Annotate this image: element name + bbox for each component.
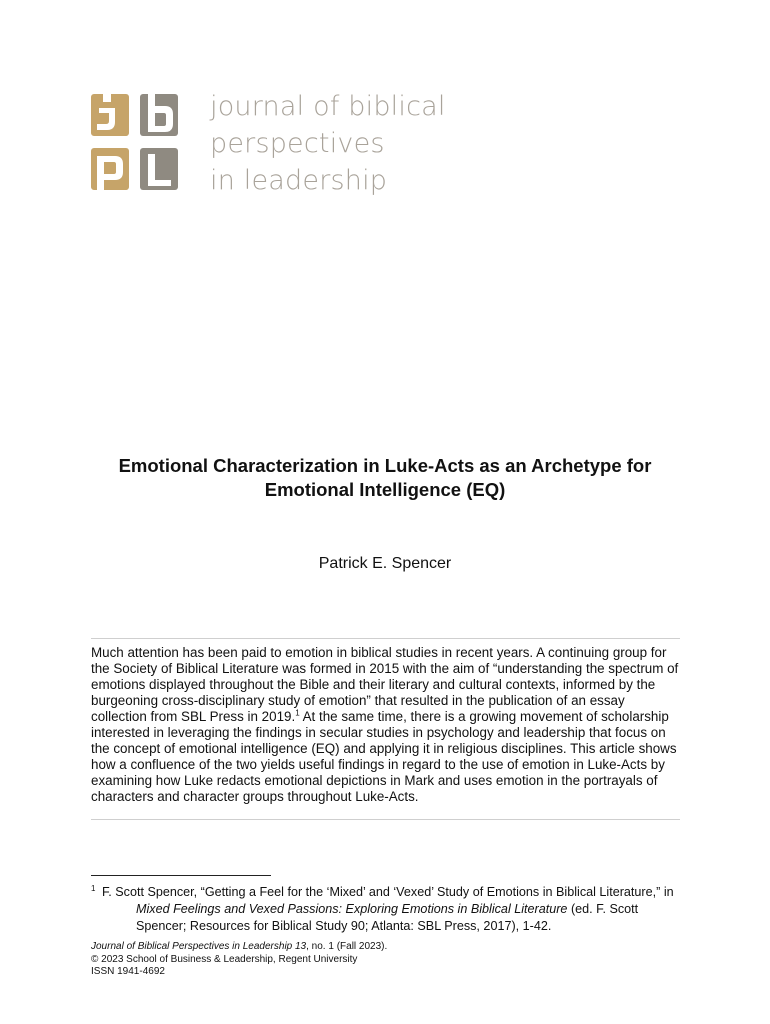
footnote-line1 <box>91 884 683 901</box>
abstract <box>91 645 683 805</box>
logo-glyph-j-icon <box>91 94 129 136</box>
journal-name: Journal of Biblical Perspectives in Leadership 13 <box>91 941 307 952</box>
abstract-paragraph <box>91 645 683 805</box>
footnote-after-title: (ed. F. Scott <box>567 902 639 916</box>
abstract-text-part2: At the same time, there is a growing movement of scholarship interested in leveraging the findings in secular studies in psychology and leadership that focus on the concept of emotional intelligence (EQ) and applying it in religious disciplines. This article shows how a confluence of the two yields useful findings in regard to the use of emotion in Luke-Acts by examining how Luke redacts emotional depictions in Mark and uses emotion in the portrayals of characters and character groups throughout Luke-Acts. <box>91 709 677 804</box>
footnote <box>91 884 683 935</box>
logo-tile-j <box>91 94 129 136</box>
footnote-line3: Spencer; Resources for Biblical Study 90; Atlanta: SBL Press, 2017), 1-42. <box>136 919 552 933</box>
logo-text-line3: in leadership <box>210 165 388 196</box>
journal-citation <box>91 941 387 954</box>
logo-wordmark <box>210 88 446 199</box>
journal-issn: ISSN 1941-4692 <box>91 966 165 977</box>
abstract-top-rule <box>91 638 680 639</box>
footnote-text-line1: F. Scott Spencer, “Getting a Feel for the ‘Mixed’ and ‘Vexed’ Study of Emotions in Biblical Literature,” in <box>101 885 674 899</box>
footnote-separator <box>91 875 271 876</box>
article-title-line1: Emotional Characterization in Luke-Acts as an Archetype for <box>118 455 652 476</box>
logo-glyph-p-icon <box>91 148 129 190</box>
logo-tile-b <box>140 94 178 136</box>
footnote-book-title: Mixed Feelings and Vexed Passions: Exploring Emotions in Biblical Literature <box>136 902 568 916</box>
logo-glyph-l-icon <box>140 148 178 190</box>
logo-glyph-b-icon <box>140 94 178 136</box>
article-author: Patrick E. Spencer <box>318 555 452 572</box>
logo-text-line2: perspectives <box>210 128 385 159</box>
footnote-number: 1 <box>91 883 96 893</box>
logo-text-line1: journal of biblical <box>210 91 446 122</box>
article-title <box>70 454 700 502</box>
journal-logo <box>91 91 446 204</box>
journal-info <box>91 941 387 979</box>
abstract-bottom-rule <box>91 819 680 820</box>
logo-tile-l <box>140 148 178 190</box>
footnote-reference[interactable]: 1 <box>295 708 300 718</box>
article-title-line2: Emotional Intelligence (EQ) <box>264 479 506 500</box>
journal-issue: , no. 1 (Fall 2023). <box>306 941 388 952</box>
footnote-line2 <box>91 901 683 918</box>
journal-copyright: © 2023 School of Business & Leadership, Regent University <box>91 953 358 965</box>
logo-tile-p <box>91 148 129 190</box>
abstract-text-part1: Much attention has been paid to emotion in biblical studies in recent years. A continuing group for the Society of Biblical Literature was formed in 2015 with the aim of “understanding the spectrum of emotions displayed throughout the Bible and their literary and cultural contexts, informed by the burgeoning cross-disciplinary study of emotion” that resulted in the publication of an essay collection from SBL Press in 2019. <box>91 645 679 724</box>
